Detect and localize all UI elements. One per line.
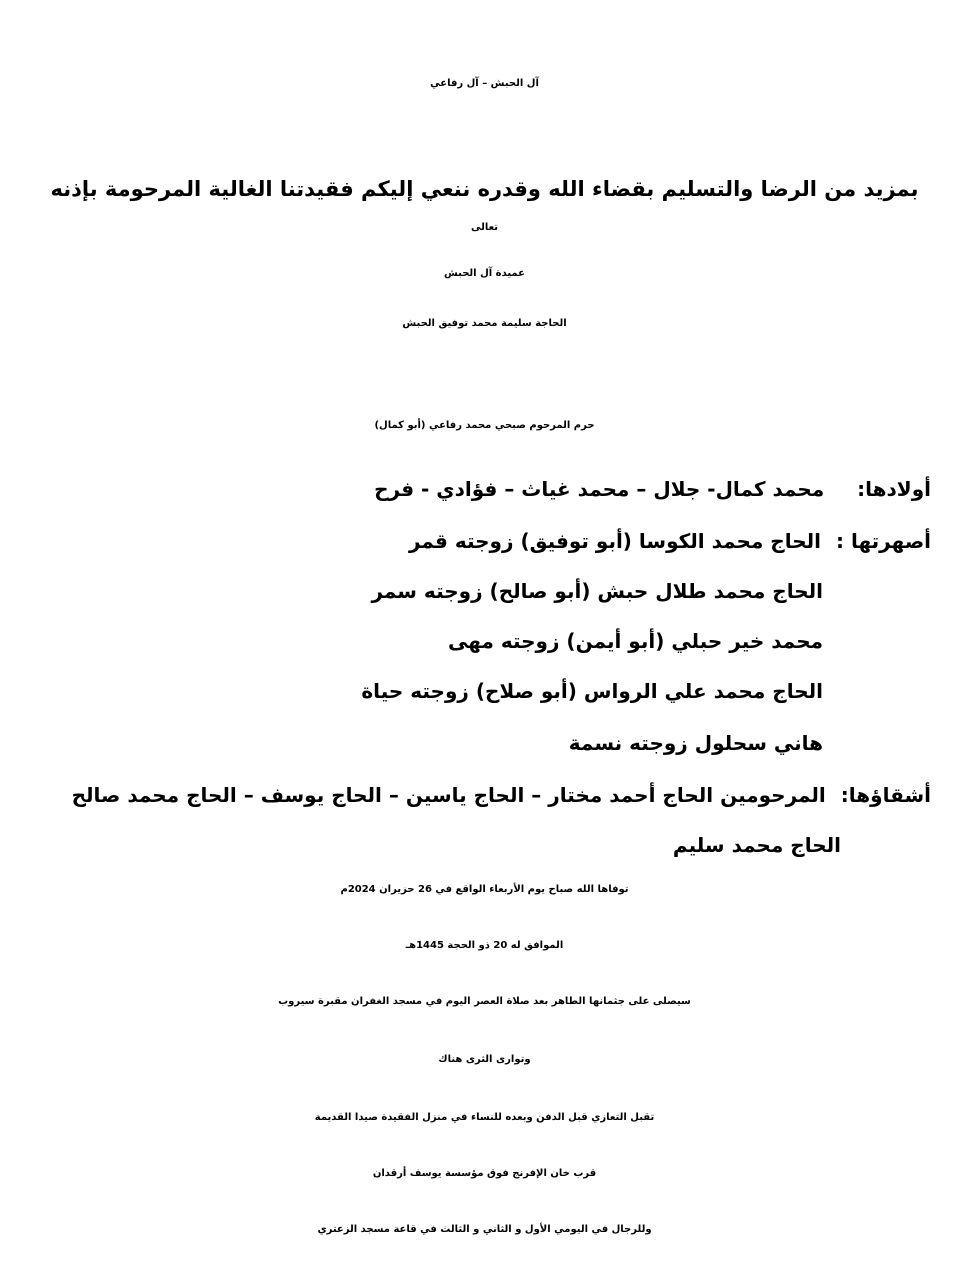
prayer-line-2: وتوارى الثرى هناك bbox=[438, 1054, 531, 1065]
son-in-law-3: محمد خير حبلي (أبو أيمن) زوجته مهى bbox=[448, 629, 823, 653]
siblings-row bbox=[72, 784, 931, 806]
hijri-date: الموافق له 20 ذو الحجة 1445هـ bbox=[405, 940, 564, 951]
siblings-label: أشقاؤها: bbox=[840, 783, 931, 807]
son-in-law-4: الحاج محمد علي الرواس (أبو صلاح) زوجته حياة bbox=[361, 679, 823, 703]
death-date: توفاها الله صباح يوم الأربعاء الواقع في 26 حزيران 2024م bbox=[340, 884, 629, 895]
condolence-line-1: تقبل التعازي قبل الدفن وبعده للنساء في منزل الفقيدة صيدا القديمة bbox=[314, 1112, 655, 1123]
condolence-line-3: وللرجال في اليومي الأول و الثاني و الثالث في قاعة مسجد الزعتري bbox=[317, 1224, 652, 1235]
deceased-name: الحاجة سليمة محمد توفيق الحبش bbox=[402, 318, 567, 329]
sons-label: أولادها: bbox=[857, 477, 931, 501]
sons-list: محمد كمال- جلال – محمد غياث – فؤادي - فرح bbox=[374, 477, 825, 501]
son-in-law-1: الحاج محمد الكوسا (أبو توفيق) زوجته قمر bbox=[408, 529, 822, 553]
family-role: عميدة آل الحبش bbox=[444, 268, 525, 279]
family-title: آل الحبش – آل رفاعي bbox=[430, 78, 539, 89]
intro-line-2: تعالى bbox=[470, 222, 499, 233]
son-in-law-2: الحاج محمد طلال حبش (أبو صالح) زوجته سمر bbox=[371, 579, 823, 603]
condolence-line-2: قرب خان الإفرنج فوق مؤسسة يوسف أرقدان bbox=[372, 1168, 597, 1179]
sons-in-law-row bbox=[409, 530, 931, 552]
siblings-list-2: الحاج محمد سليم bbox=[672, 833, 841, 857]
intro-line-1: بمزيد من الرضا والتسليم بقضاء الله وقدره ننعي إليكم فقيدتنا الغالية المرحومة بإذنه bbox=[50, 177, 919, 201]
spouse-line: حرم المرحوم صبحي محمد رفاعي (أبو كمال) bbox=[374, 420, 595, 431]
sons-row bbox=[374, 478, 931, 500]
siblings-list-1: المرحومين الحاج أحمد مختار – الحاج ياسين – الحاج يوسف – الحاج محمد صالح bbox=[71, 783, 826, 807]
prayer-line-1: سيصلى على جثمانها الطاهر بعد صلاة العصر اليوم في مسجد الغفران مقبرة سيروب bbox=[278, 996, 691, 1007]
sons-in-law-label: أصهرتها : bbox=[835, 529, 931, 553]
son-in-law-5: هاني سحلول زوجته نسمة bbox=[568, 731, 823, 755]
